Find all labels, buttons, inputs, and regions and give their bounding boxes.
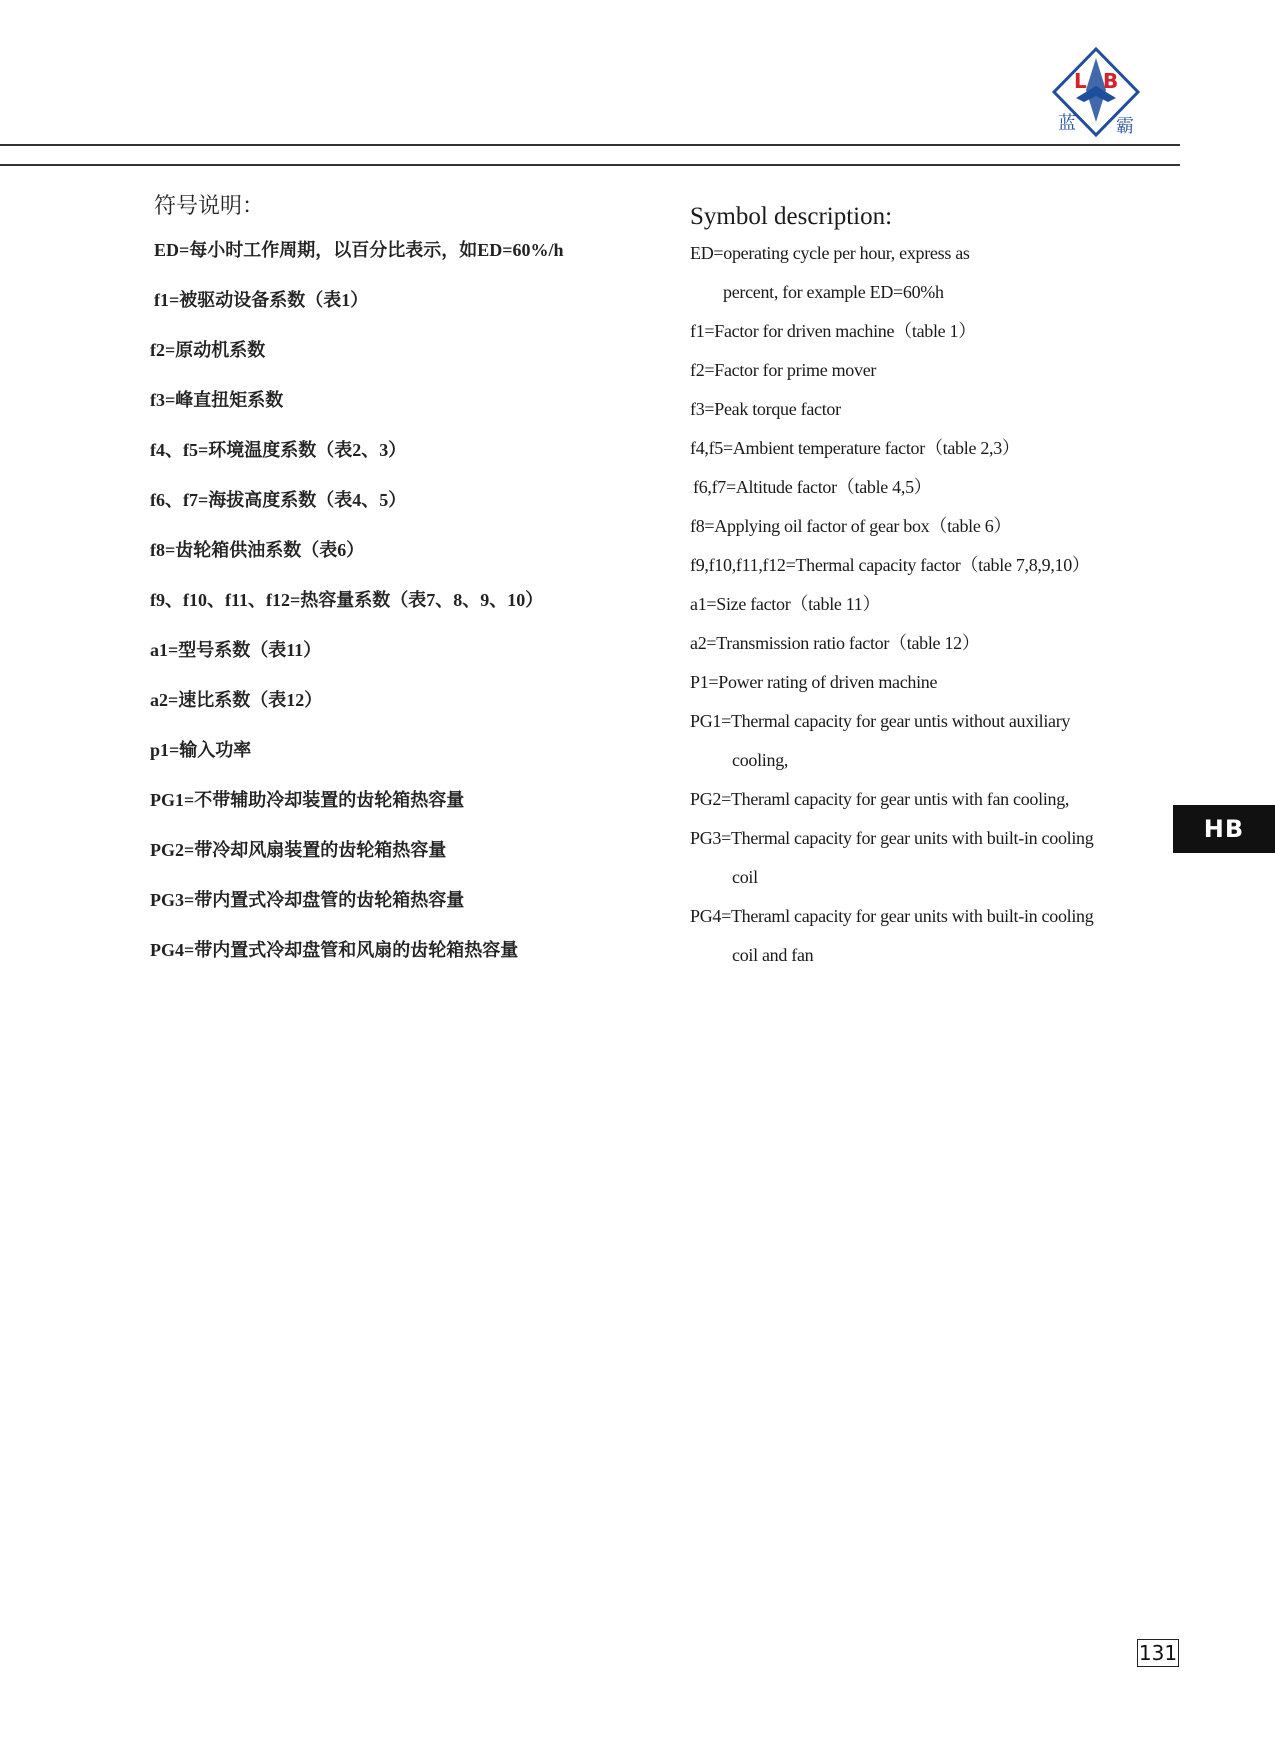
en-line-f2: f2=Factor for prime mover: [690, 360, 877, 380]
en-line-f8: f8=Applying oil factor of gear box（table 6）: [690, 516, 1012, 536]
en-line-f4-f5: f4,f5=Ambient temperature factor（table 2,3）: [690, 438, 1020, 458]
en-heading: Symbol description:: [690, 203, 893, 230]
logo-cn-left: 蓝: [1058, 113, 1076, 134]
en-line-f6-f7: f6,f7=Altitude factor（table 4,5）: [693, 477, 932, 497]
en-line-pg1: PG1=Thermal capacity for gear untis without auxiliary: [690, 711, 1071, 731]
cn-item-f1: f1=被驱动设备系数（表1）: [154, 290, 369, 310]
en-line-pg4: PG4=Theraml capacity for gear units with built-in cooling: [690, 906, 1094, 926]
cn-item-pg1: PG1=不带辅助冷却装置的齿轮箱热容量: [150, 790, 465, 810]
cn-item-pg4: PG4=带内置式冷却盘管和风扇的齿轮箱热容量: [150, 940, 519, 960]
section-tab-hb: HB: [1173, 805, 1275, 853]
cn-heading: 符号说明：: [154, 194, 265, 219]
en-line-pg2: PG2=Theraml capacity for gear untis with fan cooling,: [690, 789, 1070, 809]
cn-item-f4-f5: f4、f5=环境温度系数（表2、3）: [150, 440, 407, 460]
en-line-pg3-cont: coil: [732, 867, 758, 887]
en-line-ed-cont: percent, for example ED=60%h: [723, 282, 944, 302]
en-line-pg3: PG3=Thermal capacity for gear units with built-in cooling: [690, 828, 1094, 848]
en-line-pg4-cont: coil and fan: [732, 945, 814, 965]
logo-cn-right: 霸: [1116, 116, 1134, 137]
logo-letter-l: L: [1074, 69, 1087, 93]
en-line-f9-f12: f9,f10,f11,f12=Thermal capacity factor（table 7,8,9,10）: [690, 555, 1090, 575]
en-line-a2: a2=Transmission ratio factor（table 12）: [690, 633, 980, 653]
en-line-f1: f1=Factor for driven machine（table 1）: [690, 321, 976, 341]
cn-item-f9-f12: f9、f10、f11、f12=热容量系数（表7、8、9、10）: [150, 590, 544, 610]
cn-item-pg3: PG3=带内置式冷却盘管的齿轮箱热容量: [150, 890, 465, 910]
en-line-pg1-cont: cooling,: [732, 750, 789, 770]
cn-item-f6-f7: f6、f7=海拔高度系数（表4、5）: [150, 490, 407, 510]
cn-item-ed: ED=每小时工作周期，以百分比表示，如ED=60%/h: [154, 240, 564, 260]
cn-item-f8: f8=齿轮箱供油系数（表6）: [150, 540, 365, 560]
cn-item-f3: f3=峰直扭矩系数: [150, 390, 284, 410]
header-rule-top: [0, 144, 1180, 146]
cn-item-a1: a1=型号系数（表11）: [150, 640, 322, 660]
en-line-a1: a1=Size factor（table 11）: [690, 594, 881, 614]
cn-item-p1: p1=输入功率: [150, 740, 252, 760]
en-line-p1: P1=Power rating of driven machine: [690, 672, 938, 692]
cn-item-a2: a2=速比系数（表12）: [150, 690, 323, 710]
chinese-symbol-list: [150, 192, 670, 986]
en-line-ed: ED=operating cycle per hour, express as: [690, 243, 970, 263]
cn-item-pg2: PG2=带冷却风扇装置的齿轮箱热容量: [150, 840, 447, 860]
logo-letter-b: B: [1103, 69, 1119, 93]
header-rule-bottom: [0, 164, 1180, 166]
page-number: 131: [1138, 1641, 1178, 1665]
brand-logo: [1046, 46, 1146, 138]
english-symbol-list: [690, 192, 1160, 983]
en-line-f3: f3=Peak torque factor: [690, 399, 841, 419]
cn-item-f2: f2=原动机系数: [150, 340, 266, 360]
